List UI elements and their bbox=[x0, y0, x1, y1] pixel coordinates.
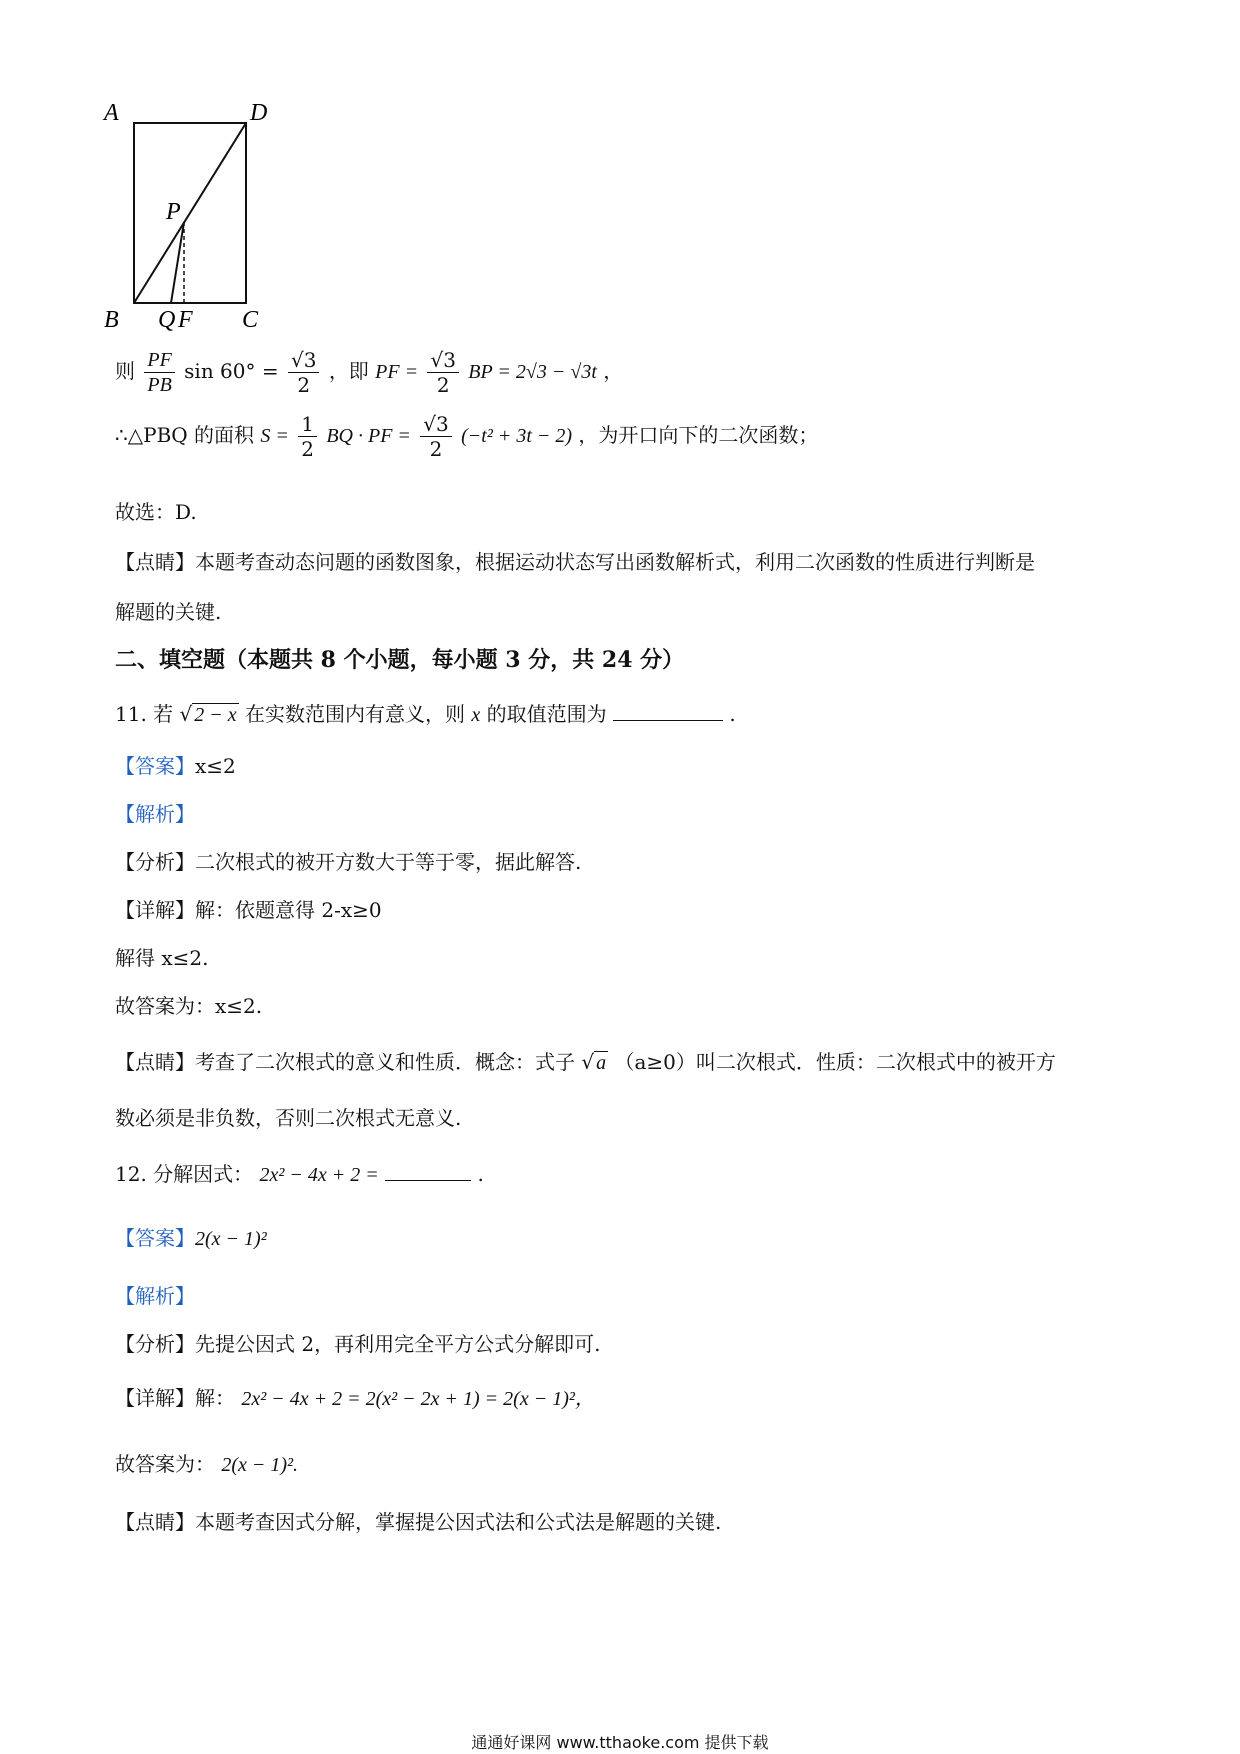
derivation-line-1 bbox=[115, 348, 623, 397]
denominator: 2 bbox=[436, 373, 450, 397]
derivation-line-2 bbox=[115, 412, 818, 461]
q11-answer bbox=[115, 752, 236, 780]
numerator: √3 bbox=[427, 348, 458, 373]
answer-expr: 2(x − 1)². bbox=[221, 1454, 299, 1476]
text: ∴△PBQ 的面积 bbox=[115, 423, 255, 447]
bqpf-expr: BQ · PF = bbox=[326, 425, 411, 447]
section-title: 二、填空题（本题共 8 个小题，每小题 3 分，共 24 分） bbox=[115, 647, 685, 673]
question-12 bbox=[115, 1160, 484, 1189]
text: 12. 分解因式： bbox=[115, 1162, 254, 1186]
s-expr: S = bbox=[260, 425, 289, 447]
choice-line: 故选：D. bbox=[115, 500, 197, 524]
text: ， bbox=[603, 359, 624, 383]
label-f: F bbox=[178, 307, 193, 333]
text: 11. 若 bbox=[115, 702, 174, 726]
sqrt-a: √ a bbox=[581, 1050, 607, 1074]
numerator: √3 bbox=[288, 348, 319, 373]
text: 【详解】解： bbox=[115, 1386, 235, 1410]
q11-dianjing-a bbox=[115, 1048, 1056, 1077]
sqrt-expr: √ 2 − x bbox=[179, 702, 237, 726]
footer-text: 通通好课网 www.tthaoke.com 提供下载 bbox=[471, 1733, 769, 1752]
q11-jiexi: 【解析】 bbox=[115, 802, 195, 826]
fraction-sqrt3-2 bbox=[420, 412, 451, 461]
q12-answer bbox=[115, 1224, 267, 1253]
text: 在实数范围内有意义，则 bbox=[245, 702, 466, 726]
q11-dianjing-b: 数必须是非负数，否则二次根式无意义. bbox=[115, 1106, 462, 1130]
fraction-pf-pb bbox=[144, 348, 174, 397]
q12-gudaan bbox=[115, 1450, 298, 1479]
q11-gudaan: 故答案为：x≤2. bbox=[115, 994, 263, 1018]
var-x: x bbox=[471, 704, 481, 726]
dianjing-1a: 【点睛】本题考查动态问题的函数图象，根据运动状态写出函数解析式，利用二次函数的性质进行判断是 bbox=[115, 550, 1035, 574]
bp-expr: BP = 2√3 − √3t bbox=[468, 361, 597, 383]
text: ，即 bbox=[328, 359, 369, 383]
line-bd bbox=[134, 123, 246, 303]
label-c: C bbox=[242, 307, 259, 333]
numerator: PF bbox=[144, 348, 174, 373]
q12-dianjing: 【点睛】本题考查因式分解，掌握提公因式法和公式法是解题的关键. bbox=[115, 1510, 722, 1534]
text: . bbox=[729, 702, 736, 726]
q11-fenxi: 【分析】二次根式的被开方数大于等于零，据此解答. bbox=[115, 850, 582, 874]
numerator: 1 bbox=[298, 412, 317, 437]
text: 的取值范围为 bbox=[486, 702, 607, 726]
label-d: D bbox=[250, 100, 268, 126]
geometry-figure bbox=[100, 95, 280, 340]
question-11 bbox=[115, 700, 736, 729]
dianjing-1b: 解题的关键. bbox=[115, 600, 222, 624]
text: 则 bbox=[115, 359, 135, 383]
text: . bbox=[477, 1162, 484, 1186]
q11-jiede: 解得 x≤2. bbox=[115, 946, 209, 970]
answer-value: 2(x − 1)² bbox=[195, 1228, 267, 1250]
label-a: A bbox=[104, 100, 119, 126]
label-b: B bbox=[104, 307, 119, 333]
label-q: Q bbox=[158, 307, 176, 333]
answer-value: x≤2 bbox=[195, 754, 236, 778]
sin-expr: sin 60° = bbox=[184, 359, 279, 383]
denominator: 2 bbox=[301, 437, 314, 461]
denominator: PB bbox=[147, 374, 172, 396]
answer-blank[interactable] bbox=[613, 720, 723, 721]
label-p: P bbox=[166, 199, 181, 225]
q12-jiexi: 【解析】 bbox=[115, 1284, 195, 1308]
radicand: a bbox=[596, 1052, 607, 1074]
fraction-sqrt3-2 bbox=[288, 348, 319, 397]
fraction-sqrt3-2-b bbox=[427, 348, 458, 397]
q12-expr: 2x² − 4x + 2 = bbox=[259, 1164, 379, 1186]
radicand: 2 − x bbox=[194, 704, 237, 726]
q12-xiangjie bbox=[115, 1384, 595, 1413]
text: （a≥0）叫二次根式．性质：二次根式中的被开方 bbox=[614, 1050, 1056, 1074]
q12-fenxi: 【分析】先提公因式 2，再利用完全平方公式分解即可. bbox=[115, 1332, 601, 1356]
answer-tag: 【答案】 bbox=[115, 1226, 195, 1250]
text: 【点睛】考查了二次根式的意义和性质．概念：式子 bbox=[115, 1050, 575, 1074]
numerator: √3 bbox=[420, 412, 451, 437]
pf-expr: PF = bbox=[375, 361, 419, 383]
denominator: 2 bbox=[429, 437, 443, 461]
answer-blank[interactable] bbox=[385, 1180, 471, 1181]
q12-expr: 2x² − 4x + 2 = 2(x² − 2x + 1) = 2(x − 1)²， bbox=[241, 1388, 595, 1410]
text: ，为开口向下的二次函数； bbox=[578, 423, 819, 447]
text: 故答案为： bbox=[115, 1452, 215, 1476]
answer-tag: 【答案】 bbox=[115, 754, 195, 778]
q11-xiangjie: 【详解】解：依题意得 2-x≥0 bbox=[115, 898, 382, 922]
denominator: 2 bbox=[297, 373, 311, 397]
fraction-1-2 bbox=[298, 412, 317, 461]
quadratic-expr: (−t² + 3t − 2) bbox=[461, 425, 573, 447]
